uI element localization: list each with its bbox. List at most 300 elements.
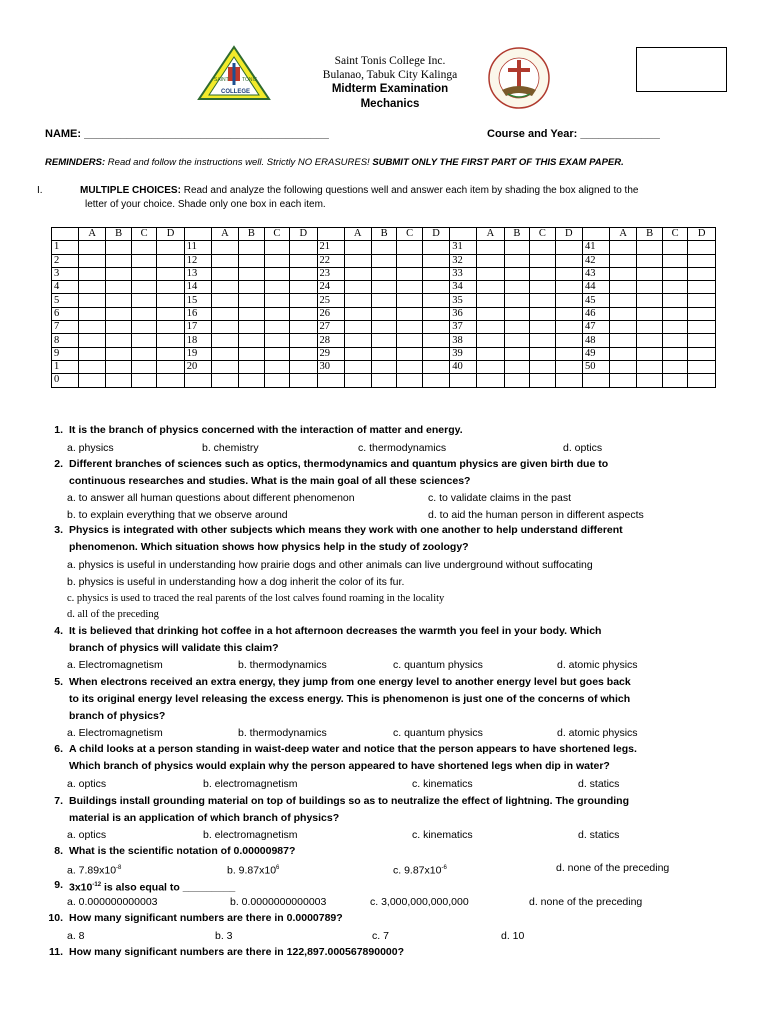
answer-box[interactable] — [264, 267, 290, 280]
answer-box[interactable] — [79, 374, 106, 387]
question-text — [69, 674, 729, 724]
answer-box[interactable] — [371, 267, 397, 280]
answer-box[interactable] — [106, 360, 132, 373]
answer-option[interactable]: b. electromagnetism — [203, 829, 298, 841]
answer-option[interactable]: d. none of the preceding — [556, 862, 670, 874]
answer-option[interactable]: d. statics — [578, 778, 620, 790]
grid-item-number: 13 — [184, 267, 211, 280]
question-text — [69, 741, 729, 775]
answer-box[interactable] — [264, 254, 290, 267]
reminders-label: REMINDERS: — [45, 157, 106, 168]
question-line: Buildings install grounding material on top of buildings so as to neutralize the effect of lightning. The grounding — [69, 795, 629, 807]
answer-box[interactable] — [239, 360, 265, 373]
answer-box[interactable] — [79, 241, 106, 254]
answer-option[interactable]: a. physics — [67, 442, 114, 454]
answer-box[interactable] — [290, 294, 317, 307]
answer-box[interactable] — [397, 374, 423, 387]
answer-option[interactable]: b. electromagnetism — [203, 778, 298, 790]
answer-box[interactable] — [662, 307, 688, 320]
answer-box[interactable] — [397, 281, 423, 294]
answer-box[interactable] — [530, 281, 556, 294]
answer-box[interactable] — [211, 241, 238, 254]
answer-box[interactable] — [131, 307, 157, 320]
answer-option[interactable]: c. quantum physics — [393, 659, 483, 671]
answer-box[interactable] — [504, 347, 530, 360]
answer-box[interactable] — [239, 254, 265, 267]
answer-box[interactable] — [688, 267, 716, 280]
answer-option[interactable]: d. atomic physics — [557, 659, 638, 671]
answer-box[interactable] — [157, 347, 184, 360]
answer-box[interactable] — [477, 294, 504, 307]
answer-box[interactable] — [211, 281, 238, 294]
answer-option[interactable]: c. physics is used to traced the real parents of the lost calves found roaming in the locality — [67, 593, 445, 604]
answer-box[interactable] — [79, 307, 106, 320]
answer-box[interactable] — [555, 294, 582, 307]
answer-box[interactable] — [662, 267, 688, 280]
answer-box[interactable] — [477, 241, 504, 254]
grid-item-number: 2 — [52, 254, 79, 267]
logo-left-bottom-text: COLLEGE — [221, 89, 251, 95]
answer-box[interactable] — [637, 321, 663, 334]
answer-box[interactable] — [371, 281, 397, 294]
answer-box[interactable] — [239, 294, 265, 307]
answer-box[interactable] — [477, 374, 504, 387]
answer-option[interactable]: a. to answer all human questions about different phenomenon — [67, 492, 355, 504]
answer-box[interactable] — [688, 241, 716, 254]
answer-box[interactable] — [637, 374, 663, 387]
answer-box[interactable] — [79, 321, 106, 334]
answer-option[interactable]: d. optics — [563, 442, 603, 454]
answer-box[interactable] — [422, 241, 449, 254]
answer-option[interactable]: a. 8 — [67, 930, 85, 942]
answer-box[interactable] — [637, 360, 663, 373]
answer-box[interactable] — [131, 321, 157, 334]
answer-box[interactable] — [239, 347, 265, 360]
answer-box[interactable] — [79, 294, 106, 307]
answer-box[interactable] — [290, 267, 317, 280]
answer-box[interactable] — [131, 374, 157, 387]
question-line: A child looks at a person standing in waist-deep water and notice that the person appears to have shortened legs. — [69, 743, 637, 755]
answer-box[interactable] — [106, 254, 132, 267]
answer-box[interactable] — [344, 321, 371, 334]
answer-box[interactable] — [477, 321, 504, 334]
answer-box[interactable] — [239, 334, 265, 347]
answer-box[interactable] — [79, 254, 106, 267]
answer-box[interactable] — [477, 334, 504, 347]
answer-box[interactable] — [344, 254, 371, 267]
answer-box[interactable] — [397, 307, 423, 320]
answer-box[interactable] — [662, 347, 688, 360]
answer-box[interactable] — [79, 267, 106, 280]
answer-box[interactable] — [397, 294, 423, 307]
grid-item-number: 6 — [52, 307, 79, 320]
answer-box[interactable] — [290, 307, 317, 320]
answer-option[interactable] — [67, 860, 121, 879]
answer-box[interactable] — [79, 334, 106, 347]
answer-box[interactable] — [106, 294, 132, 307]
answer-box[interactable] — [371, 294, 397, 307]
answer-box[interactable] — [239, 321, 265, 334]
answer-box[interactable] — [662, 254, 688, 267]
answer-box[interactable] — [662, 374, 688, 387]
question-line: phenomenon. Which situation shows how physics help in the study of zoology? — [69, 540, 469, 553]
answer-box[interactable] — [504, 294, 530, 307]
answer-box[interactable] — [290, 254, 317, 267]
answer-box[interactable] — [264, 241, 290, 254]
logo-left-top-text: SAINT — [214, 77, 229, 83]
answer-box[interactable] — [637, 241, 663, 254]
grid-item-number: 12 — [184, 254, 211, 267]
answer-box[interactable] — [477, 360, 504, 373]
answer-box[interactable] — [371, 254, 397, 267]
answer-box[interactable] — [79, 347, 106, 360]
answer-box[interactable] — [239, 374, 265, 387]
answer-box[interactable] — [477, 281, 504, 294]
answer-box[interactable] — [371, 360, 397, 373]
answer-option[interactable] — [393, 860, 447, 879]
answer-box[interactable] — [106, 307, 132, 320]
question-line: branch of physics? — [69, 709, 166, 722]
answer-box[interactable] — [555, 321, 582, 334]
answer-box[interactable] — [344, 307, 371, 320]
answer-box[interactable] — [239, 307, 265, 320]
answer-box[interactable] — [504, 281, 530, 294]
answer-option[interactable]: d. 10 — [501, 930, 525, 942]
answer-box[interactable] — [422, 281, 449, 294]
question-line: It is the branch of physics concerned with the interaction of matter and energy. — [69, 424, 463, 436]
answer-box[interactable] — [371, 241, 397, 254]
answer-box[interactable] — [504, 307, 530, 320]
answer-option[interactable]: d. atomic physics — [557, 727, 638, 739]
answer-box[interactable] — [264, 347, 290, 360]
answer-box[interactable] — [371, 347, 397, 360]
answer-box[interactable] — [264, 334, 290, 347]
answer-box[interactable] — [211, 347, 238, 360]
answer-box[interactable] — [131, 294, 157, 307]
answer-box[interactable] — [530, 334, 556, 347]
answer-box[interactable] — [504, 374, 530, 387]
answer-box[interactable] — [610, 321, 637, 334]
grid-row — [52, 360, 716, 373]
answer-box[interactable] — [344, 241, 371, 254]
answer-box[interactable] — [688, 334, 716, 347]
answer-box[interactable] — [662, 334, 688, 347]
answer-option[interactable]: a. optics — [67, 778, 107, 790]
question-number: 10. — [48, 912, 63, 924]
answer-box[interactable] — [344, 267, 371, 280]
answer-box[interactable] — [264, 374, 290, 387]
answer-box[interactable] — [371, 321, 397, 334]
answer-box[interactable] — [477, 307, 504, 320]
answer-box[interactable] — [157, 307, 184, 320]
grid-header-letter: D — [555, 228, 582, 241]
answer-box[interactable] — [79, 360, 106, 373]
answer-box[interactable] — [371, 307, 397, 320]
answer-box[interactable] — [344, 347, 371, 360]
answer-box[interactable] — [688, 307, 716, 320]
answer-option[interactable]: a. 0.000000000003 — [67, 896, 158, 908]
answer-box[interactable] — [422, 334, 449, 347]
answer-box[interactable] — [504, 334, 530, 347]
answer-box[interactable] — [504, 254, 530, 267]
answer-box[interactable] — [131, 360, 157, 373]
answer-option[interactable]: a. physics is useful in understanding how prairie dogs and other animals can live underground without suffocating — [67, 559, 593, 571]
answer-option[interactable]: b. thermodynamics — [238, 659, 327, 671]
answer-box[interactable] — [530, 307, 556, 320]
answer-box[interactable] — [555, 347, 582, 360]
answer-option[interactable]: a. optics — [67, 829, 107, 841]
question-number: 3. — [54, 524, 63, 536]
answer-option[interactable]: b. to explain everything that we observe around — [67, 509, 288, 521]
answer-box[interactable] — [211, 334, 238, 347]
answer-box[interactable] — [264, 307, 290, 320]
answer-box[interactable] — [610, 241, 637, 254]
answer-box[interactable] — [344, 334, 371, 347]
answer-box[interactable] — [290, 374, 317, 387]
answer-option[interactable]: c. kinematics — [412, 778, 473, 790]
answer-box[interactable] — [157, 267, 184, 280]
answer-box[interactable] — [555, 334, 582, 347]
answer-box[interactable] — [555, 360, 582, 373]
answer-box[interactable] — [530, 374, 556, 387]
answer-option[interactable]: b. physics is useful in understanding how a dog inherit the color of its fur. — [67, 576, 405, 588]
answer-option[interactable]: b. 3 — [215, 930, 233, 942]
grid-item-number: 16 — [184, 307, 211, 320]
answer-box[interactable] — [211, 267, 238, 280]
answer-box[interactable] — [504, 241, 530, 254]
answer-box[interactable] — [371, 374, 397, 387]
answer-box[interactable] — [610, 267, 637, 280]
answer-option[interactable] — [227, 860, 279, 879]
answer-box[interactable] — [530, 360, 556, 373]
answer-box[interactable] — [290, 347, 317, 360]
answer-box[interactable] — [290, 321, 317, 334]
answer-box[interactable] — [477, 267, 504, 280]
answer-box[interactable] — [637, 307, 663, 320]
answer-box[interactable] — [106, 321, 132, 334]
answer-box[interactable] — [422, 347, 449, 360]
name-field[interactable]: NAME: ________________________________________ — [45, 128, 329, 140]
answer-box[interactable] — [79, 281, 106, 294]
answer-box[interactable] — [662, 241, 688, 254]
section-instruction-text: Read and analyze the following questions well and answer each item by shading the box aligned to the — [180, 185, 639, 196]
answer-box[interactable] — [555, 254, 582, 267]
answer-box[interactable] — [344, 360, 371, 373]
answer-box[interactable] — [290, 334, 317, 347]
answer-box[interactable] — [211, 294, 238, 307]
answer-box[interactable] — [555, 374, 582, 387]
answer-box[interactable] — [371, 334, 397, 347]
answer-box[interactable] — [477, 254, 504, 267]
grid-item-number: 38 — [450, 334, 477, 347]
answer-box[interactable] — [157, 321, 184, 334]
answer-box[interactable] — [239, 241, 265, 254]
answer-box[interactable] — [397, 347, 423, 360]
answer-box[interactable] — [157, 241, 184, 254]
answer-box[interactable] — [106, 374, 132, 387]
answer-box[interactable] — [290, 360, 317, 373]
answer-box[interactable] — [637, 294, 663, 307]
answer-option[interactable]: d. none of the preceding — [529, 896, 643, 908]
answer-option[interactable]: c. 7 — [372, 930, 389, 942]
answer-box[interactable] — [610, 254, 637, 267]
answer-box[interactable] — [106, 281, 132, 294]
grid-item-number: 15 — [184, 294, 211, 307]
answer-box[interactable] — [637, 254, 663, 267]
answer-box[interactable] — [157, 360, 184, 373]
answer-box[interactable] — [397, 241, 423, 254]
answer-box[interactable] — [344, 294, 371, 307]
answer-box[interactable] — [264, 294, 290, 307]
answer-box[interactable] — [637, 267, 663, 280]
answer-box[interactable] — [637, 334, 663, 347]
answer-box[interactable] — [610, 347, 637, 360]
answer-box[interactable] — [504, 321, 530, 334]
grid-header-letter: B — [637, 228, 663, 241]
answer-box[interactable] — [530, 347, 556, 360]
answer-box[interactable] — [530, 321, 556, 334]
answer-box[interactable] — [610, 294, 637, 307]
answer-box[interactable] — [397, 334, 423, 347]
answer-box[interactable] — [157, 254, 184, 267]
grid-item-number: 23 — [317, 267, 344, 280]
answer-box[interactable] — [688, 374, 716, 387]
answer-box[interactable] — [397, 360, 423, 373]
answer-box[interactable] — [688, 347, 716, 360]
grid-item-number: 29 — [317, 347, 344, 360]
answer-box[interactable] — [131, 334, 157, 347]
answer-option[interactable]: d. statics — [578, 829, 620, 841]
answer-box[interactable] — [211, 254, 238, 267]
answer-box[interactable] — [131, 281, 157, 294]
answer-box[interactable] — [688, 360, 716, 373]
answer-box[interactable] — [422, 374, 449, 387]
answer-box[interactable] — [211, 374, 238, 387]
answer-box[interactable] — [131, 347, 157, 360]
answer-box[interactable] — [504, 360, 530, 373]
answer-box[interactable] — [239, 281, 265, 294]
course-year-field[interactable]: Course and Year: _____________ — [487, 128, 660, 140]
answer-box[interactable] — [211, 360, 238, 373]
answer-box[interactable] — [688, 321, 716, 334]
answer-box[interactable] — [504, 267, 530, 280]
answer-box[interactable] — [344, 374, 371, 387]
question-number: 11. — [48, 946, 63, 958]
answer-box[interactable] — [397, 321, 423, 334]
answer-box[interactable] — [422, 321, 449, 334]
answer-option[interactable]: c. to validate claims in the past — [428, 492, 571, 504]
grid-item-number: 27 — [317, 321, 344, 334]
grid-item-number: 19 — [184, 347, 211, 360]
answer-box[interactable] — [131, 267, 157, 280]
answer-box[interactable] — [131, 254, 157, 267]
answer-box[interactable] — [211, 321, 238, 334]
answer-box[interactable] — [157, 334, 184, 347]
answer-box[interactable] — [637, 347, 663, 360]
answer-box[interactable] — [422, 267, 449, 280]
answer-box[interactable] — [555, 241, 582, 254]
answer-box[interactable] — [662, 294, 688, 307]
question-text — [69, 793, 729, 827]
answer-box[interactable] — [264, 281, 290, 294]
answer-box[interactable] — [555, 281, 582, 294]
question-text — [69, 522, 729, 556]
answer-box[interactable] — [662, 321, 688, 334]
answer-option[interactable]: b. thermodynamics — [238, 727, 327, 739]
answer-option[interactable]: c. kinematics — [412, 829, 473, 841]
answer-option[interactable]: d. all of the preceding — [67, 609, 159, 620]
answer-box[interactable] — [530, 294, 556, 307]
answer-option[interactable]: c. thermodynamics — [358, 442, 447, 454]
answer-box[interactable] — [397, 267, 423, 280]
answer-box[interactable] — [555, 307, 582, 320]
question-number: 8. — [54, 845, 63, 857]
answer-option[interactable]: c. quantum physics — [393, 727, 483, 739]
answer-box[interactable] — [610, 307, 637, 320]
answer-box[interactable] — [530, 241, 556, 254]
answer-box[interactable] — [239, 267, 265, 280]
answer-box[interactable] — [422, 307, 449, 320]
answer-option[interactable]: c. 3,000,000,000,000 — [370, 896, 469, 908]
answer-box[interactable] — [422, 294, 449, 307]
answer-box[interactable] — [290, 281, 317, 294]
answer-box[interactable] — [131, 241, 157, 254]
answer-box[interactable] — [477, 347, 504, 360]
answer-box[interactable] — [157, 294, 184, 307]
answer-box[interactable] — [610, 360, 637, 373]
answer-box[interactable] — [530, 254, 556, 267]
answer-box[interactable] — [106, 347, 132, 360]
answer-box[interactable] — [530, 267, 556, 280]
answer-box[interactable] — [397, 254, 423, 267]
grid-item-number: 1 — [52, 360, 79, 373]
answer-box[interactable] — [106, 334, 132, 347]
answer-box[interactable] — [662, 281, 688, 294]
answer-option[interactable]: a. Electromagnetism — [67, 659, 163, 671]
answer-box[interactable] — [555, 267, 582, 280]
answer-box[interactable] — [610, 334, 637, 347]
answer-box[interactable] — [610, 281, 637, 294]
answer-box[interactable] — [106, 241, 132, 254]
answer-box[interactable] — [688, 294, 716, 307]
answer-box[interactable] — [106, 267, 132, 280]
answer-box[interactable] — [264, 360, 290, 373]
score-box[interactable] — [636, 47, 727, 92]
answer-box[interactable] — [662, 360, 688, 373]
grid-item-number: 34 — [450, 281, 477, 294]
answer-box[interactable] — [637, 281, 663, 294]
answer-box[interactable] — [344, 281, 371, 294]
answer-box[interactable] — [157, 281, 184, 294]
grid-header-blank — [317, 228, 344, 241]
answer-option[interactable]: a. Electromagnetism — [67, 727, 163, 739]
answer-box[interactable] — [610, 374, 637, 387]
answer-box[interactable] — [264, 321, 290, 334]
grid-header-letter: B — [239, 228, 265, 241]
answer-box[interactable] — [688, 281, 716, 294]
answer-box[interactable] — [290, 241, 317, 254]
grid-header-letter: D — [422, 228, 449, 241]
answer-box[interactable] — [157, 374, 184, 387]
answer-box[interactable] — [422, 360, 449, 373]
answer-option[interactable]: b. chemistry — [202, 442, 259, 454]
answer-box[interactable] — [688, 254, 716, 267]
answer-box[interactable] — [422, 254, 449, 267]
answer-option[interactable]: b. 0.0000000000003 — [230, 896, 327, 908]
answer-option[interactable]: d. to aid the human person in different aspects — [428, 509, 644, 521]
answer-box[interactable] — [211, 307, 238, 320]
grid-header-blank — [583, 228, 610, 241]
